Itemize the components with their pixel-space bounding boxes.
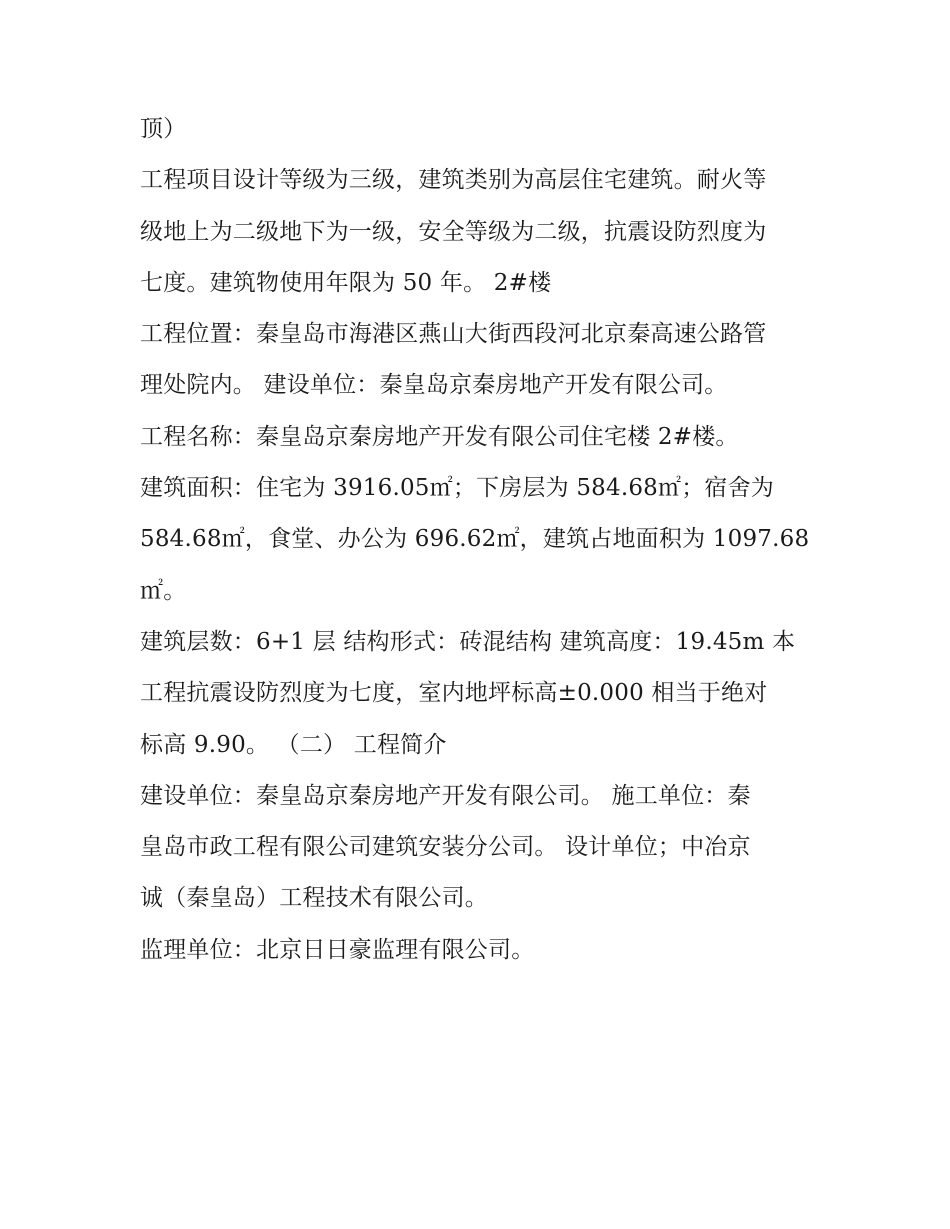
text-line: 标高 9.90。 （二） 工程简介 xyxy=(140,731,447,758)
text-line: 诚（秦皇岛）工程技术有限公司。 xyxy=(140,885,488,912)
text-line: 皇岛市政工程有限公司建筑安装分公司。 设计单位；中冶京 xyxy=(140,834,751,861)
text-line: 理处院内。 建设单位：秦皇岛京秦房地产开发有限公司。 xyxy=(140,372,728,399)
text-line: 七度。建筑物使用年限为 50 年。 2#楼 xyxy=(140,269,552,296)
text-line: 工程位置：秦皇岛市海港区燕山大街西段河北京秦高速公路管 xyxy=(140,321,767,348)
text-line: 工程抗震设防烈度为七度，室内地坪标高±0.000 相当于绝对 xyxy=(140,680,768,707)
document-body xyxy=(140,104,820,976)
text-line: 工程项目设计等级为三级，建筑类别为高层住宅建筑。耐火等 xyxy=(140,167,767,194)
text-line: ㎡。 xyxy=(140,577,187,604)
text-line: 顶） xyxy=(140,116,187,142)
text-line: 监理单位：北京日日豪监理有限公司。 xyxy=(140,936,535,963)
text-line: 建设单位：秦皇岛京秦房地产开发有限公司。 施工单位：秦 xyxy=(140,782,751,809)
text-line: 建筑层数：6+1 层 结构形式：砖混结构 建筑高度：19.45m 本 xyxy=(140,628,796,655)
text-line: 工程名称：秦皇岛京秦房地产开发有限公司住宅楼 2#楼。 xyxy=(140,423,739,450)
text-line: 建筑面积：住宅为 3916.05㎡；下房层为 584.68㎡；宿舍为 xyxy=(140,475,775,502)
text-line: 584.68㎡，食堂、办公为 696.62㎡，建筑占地面积为 1097.68 xyxy=(140,526,810,553)
text-line: 级地上为二级地下为一级，安全等级为二级，抗震设防烈度为 xyxy=(140,218,767,245)
